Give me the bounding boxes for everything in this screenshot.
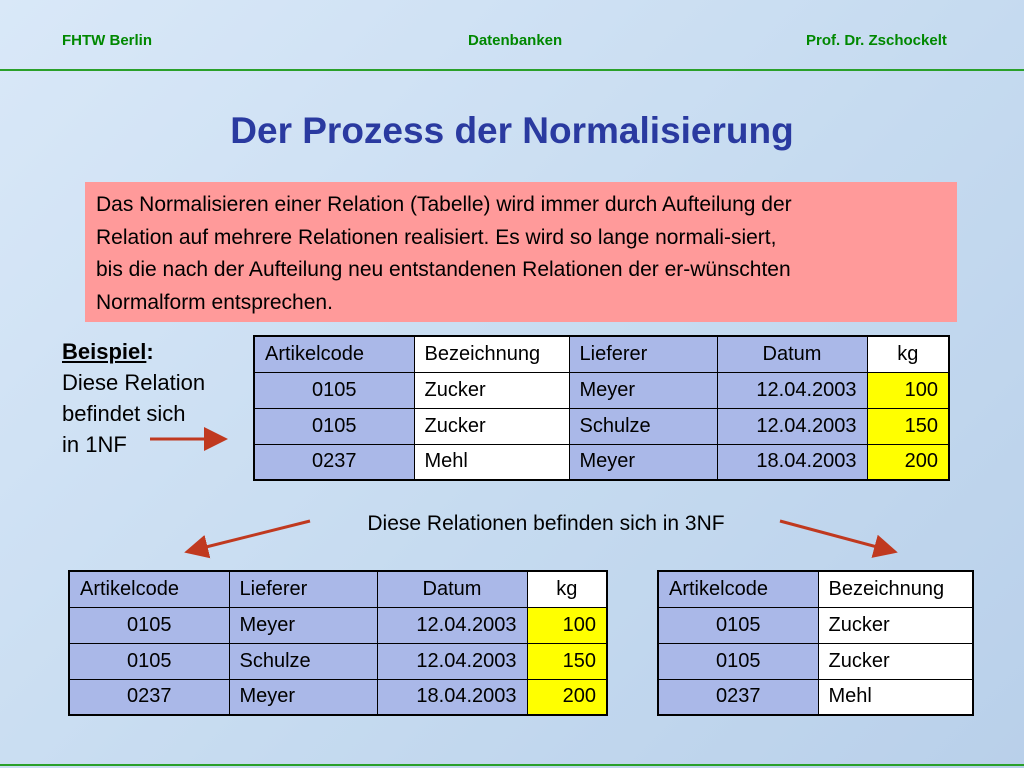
arrow-right-down-icon (780, 521, 892, 551)
cell-artikelcode: 0105 (254, 372, 414, 408)
example-colon: : (146, 339, 154, 364)
cell-artikelcode: 0237 (69, 679, 229, 715)
footer-divider (0, 764, 1024, 766)
cell-kg: 200 (867, 444, 949, 480)
header-cell: Lieferer (229, 571, 377, 607)
example-line: Diese Relation (62, 370, 206, 395)
cell-datum: 12.04.2003 (717, 408, 867, 444)
cell-lieferer: Meyer (569, 444, 717, 480)
cell-artikelcode: 0105 (658, 643, 818, 679)
header-cell: Datum (717, 336, 867, 372)
header-cell: Artikelcode (69, 571, 229, 607)
header-cell: Artikelcode (254, 336, 414, 372)
cell-artikelcode: 0105 (254, 408, 414, 444)
cell-kg: 200 (527, 679, 607, 715)
example-label: Beispiel (62, 339, 147, 364)
cell-bezeichnung: Zucker (414, 372, 569, 408)
cell-datum: 18.04.2003 (717, 444, 867, 480)
cell-bezeichnung: Zucker (818, 607, 973, 643)
slide-title: Der Prozess der Normalisierung (230, 110, 794, 151)
cell-lieferer: Meyer (569, 372, 717, 408)
arrow-left-down-icon (190, 521, 310, 551)
cell-bezeichnung: Zucker (818, 643, 973, 679)
cell-kg: 150 (527, 643, 607, 679)
cell-lieferer: Meyer (229, 679, 377, 715)
header-course: Datenbanken (468, 32, 563, 49)
header-cell: Lieferer (569, 336, 717, 372)
cell-datum: 12.04.2003 (377, 643, 527, 679)
cell-kg: 100 (527, 607, 607, 643)
info-line: bis die nach der Aufteilung neu entstandenen Relationen der er-wünschten (96, 258, 791, 281)
example-line: befindet sich (62, 401, 186, 426)
cell-kg: 100 (867, 372, 949, 408)
cell-lieferer: Schulze (229, 643, 377, 679)
header-cell: Artikelcode (658, 571, 818, 607)
cell-kg: 150 (867, 408, 949, 444)
cell-artikelcode: 0105 (69, 607, 229, 643)
header-cell: Bezeichnung (414, 336, 569, 372)
cell-artikelcode: 0237 (658, 679, 818, 715)
info-line: Relation auf mehrere Relationen realisiert. Es wird so lange normali-siert, (96, 225, 777, 249)
header-institution: FHTW Berlin (62, 32, 152, 49)
decomposition-caption: Diese Relationen befinden sich in 3NF (367, 512, 725, 535)
cell-artikelcode: 0237 (254, 444, 414, 480)
header-cell: Bezeichnung (818, 571, 973, 607)
header-author: Prof. Dr. Zschockelt (806, 32, 947, 49)
cell-bezeichnung: Zucker (414, 408, 569, 444)
cell-artikelcode: 0105 (658, 607, 818, 643)
cell-bezeichnung: Mehl (818, 679, 973, 715)
cell-datum: 12.04.2003 (717, 372, 867, 408)
cell-artikelcode: 0105 (69, 643, 229, 679)
example-line: in 1NF (62, 432, 127, 457)
cell-lieferer: Meyer (229, 607, 377, 643)
info-line: Normalform entsprechen. (96, 290, 333, 314)
header-cell: kg (527, 571, 607, 607)
cell-datum: 18.04.2003 (377, 679, 527, 715)
cell-datum: 12.04.2003 (377, 607, 527, 643)
info-line: Das Normalisieren einer Relation (Tabelle) wird immer durch Aufteilung der (96, 193, 792, 216)
cell-bezeichnung: Mehl (414, 444, 569, 480)
header-cell: Datum (377, 571, 527, 607)
header-cell: kg (867, 336, 949, 372)
cell-lieferer: Schulze (569, 408, 717, 444)
